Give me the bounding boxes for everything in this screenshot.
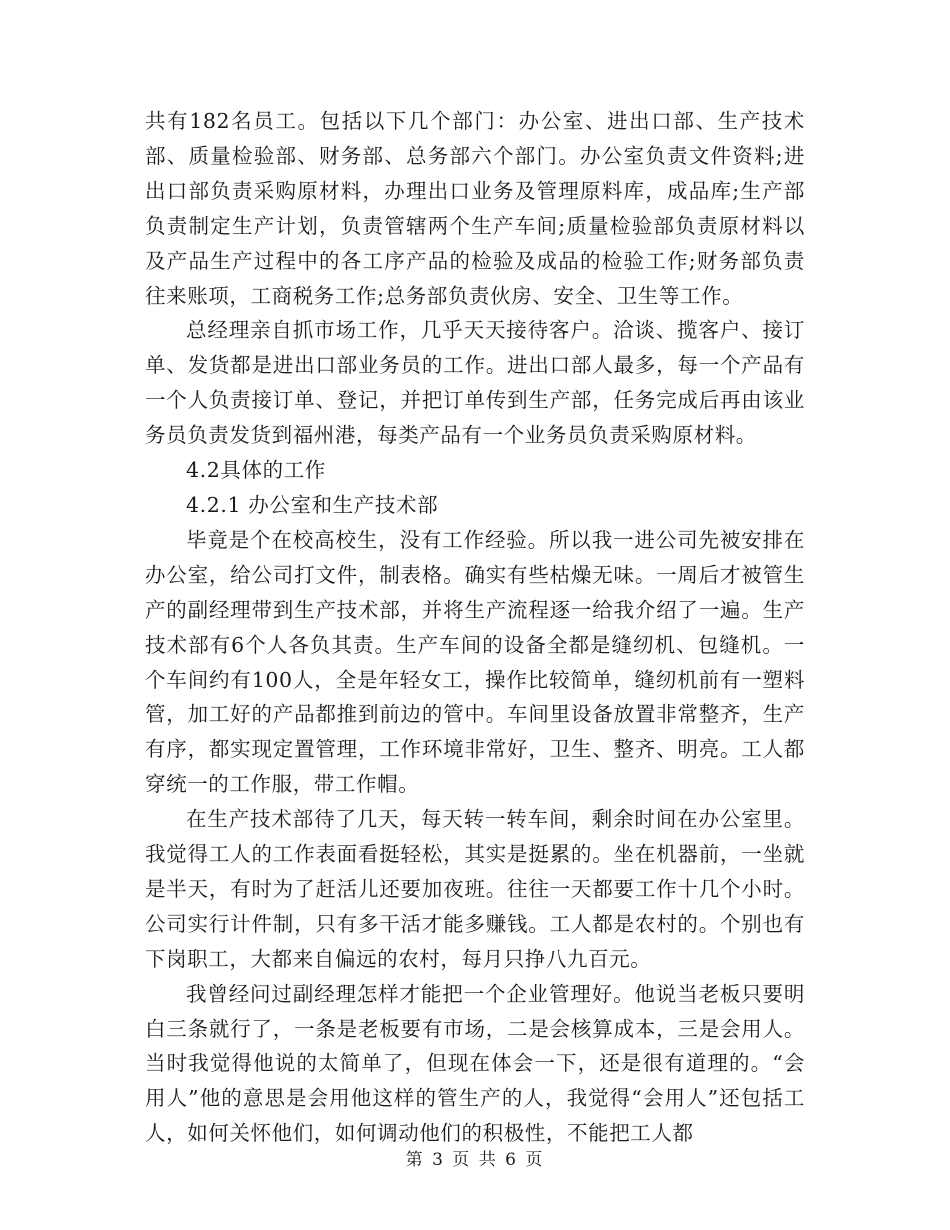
section-heading-4-2: 4.2具体的工作 (186, 458, 326, 483)
paragraph-general-manager: 总经理亲自抓市场工作，几乎天天接待客户。洽谈、揽客户、接订单、发货都是进出口部业务员的工作。进出口部人最多，每一个产品有一个人负责接订单、登记，并把订单传到生产部，任务完成后再由该业务员负责发货到福州港，每类产品有一个业务员负责采购原材料。 (145, 318, 805, 448)
body-text (145, 104, 805, 1151)
paragraph-departments: 共有182名员工。包括以下几个部门：办公室、进出口部、生产技术部、质量检验部、财务部、总务部六个部门。办公室负责文件资料;进出口部负责采购原材料，办理出口业务及管理原料库，成品库;生产部负责制定生产计划，负责管辖两个生产车间;质量检验部负责原材料以及产品生产过程中的各工序产品的检验及成品的检验工作;财务部负责往来账项，工商税务工作;总务部负责伙房、安全、卫生等工作。 (145, 109, 805, 308)
paragraph-production-dept: 在生产技术部待了几天，每天转一转车间，剩余时间在办公室里。我觉得工人的工作表面看挺轻松，其实是挺累的。坐在机器前，一坐就是半天，有时为了赶活儿还要加夜班。往往一天都要工作十几个小时。公司实行计件制，只有多干活才能多赚钱。工人都是农村的。个别也有下岗职工，大都来自偏远的农村，每月只挣八九百元。 (145, 807, 805, 971)
section-heading-4-2-1: 4.2.1 办公室和生产技术部 (186, 492, 439, 517)
page-number-footer: 第 3 页 共 6 页 (405, 1150, 545, 1170)
paragraph-management: 我曾经问过副经理怎样才能把一个企业管理好。他说当老板只要明白三条就行了，一条是老板要有市场，二是会核算成本，三是会用人。当时我觉得他说的太简单了，但现在体会一下，还是很有道理的。“会用人”他的意思是会用他这样的管生产的人，我觉得“会用人”还包括工人，如何关怀他们，如何调动他们的积极性，不能把工人都 (145, 981, 805, 1146)
paragraph-office-work: 毕竟是个在校高校生，没有工作经验。所以我一进公司先被安排在办公室，给公司打文件，制表格。确实有些枯燥无味。一周后才被管生产的副经理带到生产技术部，并将生产流程逐一给我介绍了一遍。生产技术部有6个人各负其责。生产车间的设备全都是缝纫机、包缝机。一个车间约有100人，全是年轻女工，操作比较简单，缝纫机前有一塑料管，加工好的产品都推到前边的管中。车间里设备放置非常整齐，生产有序，都实现定置管理，工作环境非常好，卫生、整齐、明亮。工人都穿统一的工作服，带工作帽。 (145, 527, 805, 797)
